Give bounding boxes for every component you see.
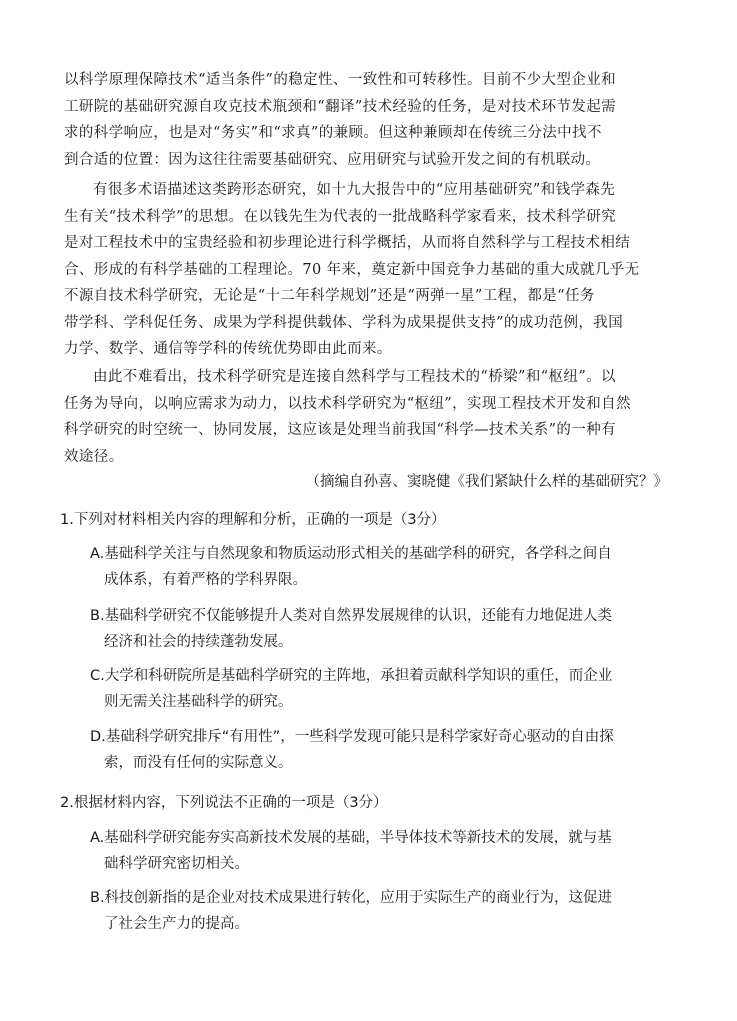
text-line: 效途径。: [64, 448, 124, 465]
text-line: 任务为导向，以响应需求为动力，以技术科学研究为“枢纽”，实现工程技术开发和自然: [64, 395, 631, 412]
question-1-option-a[interactable]: [90, 542, 680, 593]
source-citation: （摘编自孙喜、窦晓健《我们紧缺什么样的基础研究？》: [305, 474, 668, 490]
option-line: 索，而没有任何的实际意义。: [104, 754, 293, 771]
text-line: 科学研究的时空统一、协同发展，这应该是处理当前我国“科学—技术关系”的一种有: [64, 422, 617, 438]
question-2-stem: 2.根据材料内容，下列说法不正确的一项是（3分）: [60, 795, 388, 811]
passage-paragraph-1: [64, 67, 672, 173]
text-line: 生有关“技术科学”的思想。在以钱先生为代表的一批战略科学家看来，技术科学研究: [64, 208, 617, 225]
text-line: 由此不难看出，技术科学研究是连接自然科学与工程技术的“桥梁”和“枢纽”。以: [93, 369, 616, 385]
text-line: 有很多术语描述这类跨形态研究，如十九大报告中的“应用基础研究”和钱学森先: [93, 182, 616, 198]
text-line: 带学科、学科促任务、成果为学科提供载体、学科为成果提供支持”的成功范例，我国: [64, 314, 624, 331]
text-line: 到合适的位置：因为这往往需要基础研究、应用研究与试验开发之间的有机联动。: [64, 151, 601, 168]
text-line: 以科学原理保障技术“适当条件”的稳定性、一致性和可转移性。目前不少大型企业和: [64, 72, 617, 88]
passage-paragraph-2: [64, 177, 672, 363]
question-1-stem: 1.下列对材料相关内容的理解和分析，正确的一项是（3分）: [60, 512, 446, 528]
option-line: D.基础科学研究排斥“有用性”，一些科学发现可能只是科学家好奇心驱动的自由探: [90, 729, 614, 745]
text-line: 力学、数学、通信等学科的传统优势即由此而来。: [64, 341, 392, 357]
option-line: 则无需关注基础科学的研究。: [104, 693, 293, 710]
option-line: 经济和社会的持续蓬勃发展。: [104, 633, 293, 650]
text-line: 工研院的基础研究源自攻克技术瓶颈和“翻译”技术经验的任务，是对技术环节发起需: [64, 98, 617, 115]
question-1-option-d[interactable]: [90, 725, 680, 776]
option-line: B.科技创新指的是企业对技术成果进行转化，应用于实际生产的商业行为，这促进: [90, 890, 613, 906]
option-line: C.大学和科研院所是基础科学研究的主阵地，承担着贡献科学知识的重任，而企业: [90, 668, 613, 684]
question-2-option-a[interactable]: [90, 826, 680, 877]
option-line: B.基础科学研究不仅能够提升人类对自然界发展规律的认识，还能有力地促进人类: [90, 608, 613, 624]
text-line: 是对工程技术中的宝贵经验和初步理论进行科学概括，从而将自然科学与工程技术相结: [64, 235, 631, 251]
option-line: 了社会生产力的提高。: [104, 915, 249, 932]
option-line: 成体系，有着严格的学科界限。: [104, 571, 307, 588]
option-line: A.基础科学研究能夯实高新技术发展的基础，半导体技术等新技术的发展，就与基: [90, 830, 612, 846]
option-line: A.基础科学关注与自然现象和物质运动形式相关的基础学科的研究，各学科之间自: [90, 546, 612, 562]
question-1-option-b[interactable]: [90, 604, 680, 655]
text-line: 不源自技术科学研究，无论是“十二年科学规划”还是“两弹一星”工程，都是“任务: [64, 288, 595, 304]
option-line: 础科学研究密切相关。: [104, 855, 249, 872]
question-2-option-b[interactable]: [90, 886, 680, 937]
passage-paragraph-3: [64, 364, 672, 470]
text-line: 求的科学响应，也是对“务实”和“求真”的兼顾。但这种兼顾却在传统三分法中找不: [64, 125, 602, 141]
text-line: 合、形成的有科学基础的工程理论。70 年来，奠定新中国竞争力基础的重大成就几乎无: [64, 261, 640, 278]
question-1-option-c[interactable]: [90, 664, 680, 715]
